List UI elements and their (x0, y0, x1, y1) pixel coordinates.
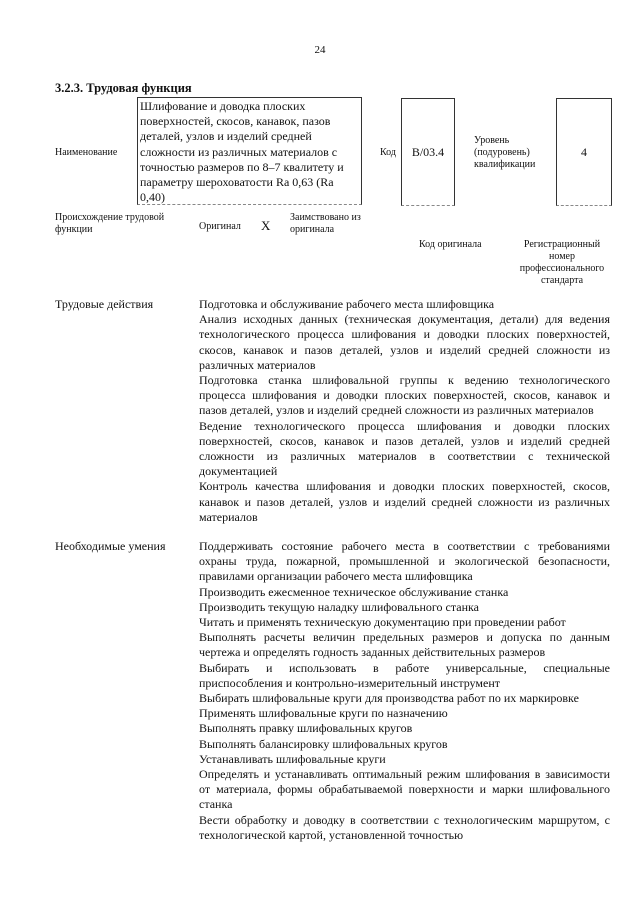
list-item: Анализ исходных данных (техническая документация, детали) для ведения технологического процесса шлифования и доводки плоских поверхностей, скосов, канавок и пазов деталей, узлов и изделий средней сложности из различных материалов (199, 312, 610, 372)
level-label: Уровень (подуровень) квалификации (474, 135, 536, 170)
skills-label: Необходимые умения (55, 539, 166, 553)
code-value: B/03.4 (411, 145, 445, 159)
list-item: Выполнять правку шлифовальных кругов (199, 721, 413, 736)
page-number: 24 (314, 44, 326, 56)
level-value: 4 (581, 145, 587, 159)
list-item: Устанавливать шлифовальные круги (199, 751, 386, 766)
list-item: Применять шлифовальные круги по назначению (199, 706, 448, 721)
original-mark: X (261, 218, 271, 233)
list-item: Подготовка и обслуживание рабочего места шлифовщика (199, 297, 495, 311)
function-name: Шлифование и доводка плоских поверхностей, скосов, канавок, пазов деталей, узлов и изделий средней сложности из различных материалов с точностью размеров по 8–7 квалитету и параметру шероховатости Ra 0,63 (Ra 0,40) (140, 99, 344, 205)
origin-label: Происхождение трудовой функции (55, 212, 165, 235)
code-original-label: Код оригинала (419, 239, 482, 250)
list-item: Выполнять балансировку шлифовальных кругов (199, 736, 448, 751)
list-item: Подготовка станка шлифовальной группы к ведению технологического процесса шлифования и доводки плоских поверхностей, скосов, канавок и пазов деталей, узлов и изделий средней сложности из различных материалов (199, 373, 610, 418)
labor-actions-list (199, 297, 610, 525)
list-item: Определять и устанавливать оптимальный режим шлифования в зависимости от материала, формы обрабатываемой поверхности и марки шлифовального станка (199, 767, 610, 812)
labor-actions-label: Трудовые действия (55, 297, 154, 311)
list-item: Вести обработку и доводку в соответствии с технологическим маршрутом, с технологической картой, установленной точностью (199, 812, 610, 842)
list-item: Читать и применять техническую документацию при проведении работ (199, 615, 566, 630)
list-item: Производить ежесменное техническое обслуживание станка (199, 584, 509, 599)
skills-list (199, 539, 610, 843)
list-item: Выбирать шлифовальные круги для производства работ по их маркировке (199, 691, 579, 706)
reg-number-label: Регистрационный номер профессионального стандарта (519, 239, 605, 286)
list-item: Контроль качества шлифования и доводки плоских поверхностей, скосов, канавок и пазов деталей, узлов и изделий средней сложности из различных материалов (199, 479, 610, 524)
name-label: Наименование (55, 147, 118, 158)
list-item: Выполнять расчеты величин предельных размеров и допуска по данным чертежа и определять годность заданных действительных размеров (199, 630, 610, 660)
list-item: Производить текущую наладку шлифовального станка (199, 599, 479, 614)
section-title: 3.2.3. Трудовая функция (55, 81, 192, 95)
original-label: Оригинал (199, 221, 241, 232)
list-item: Выбирать и использовать в работе универсальные, специальные приспособления и контрольно-измерительный инструмент (199, 660, 610, 690)
borrowed-label: Заимствовано из оригинала (290, 212, 361, 235)
code-label: Код (380, 147, 396, 158)
list-item: Ведение технологического процесса шлифования и доводки плоских поверхностей, скосов, канавок и пазов деталей, узлов и изделий средней сложности из различных материалов в соответствии с технической документацией (199, 418, 610, 479)
list-item: Поддерживать состояние рабочего места в соответствии с требованиями охраны труда, пожарной, промышленной и экологической безопасности, правилами организации рабочего места шлифовщика (199, 539, 610, 584)
